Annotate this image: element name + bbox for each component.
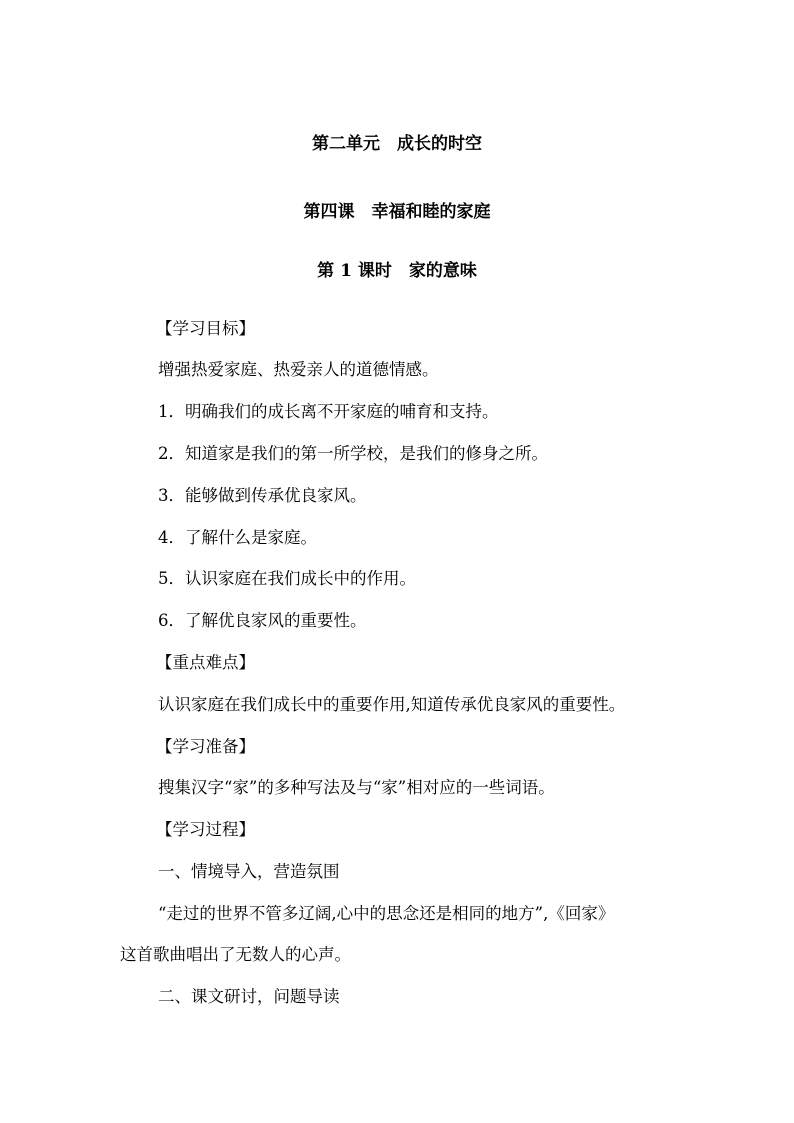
step2-heading: 二、课文研讨，问题导读 — [158, 987, 340, 1006]
objective-item: 5．认识家庭在我们成长中的作用。 — [158, 569, 416, 588]
objective-item: 1．明确我们的成长离不开家庭的哺育和支持。 — [158, 402, 499, 421]
preparation-text: 搜集汉字“家”的多种写法及与“家”相对应的一些词语。 — [158, 778, 555, 797]
step1-paragraph-line1: “走过的世界不管多辽阔,心中的思念还是相同的地方”,《回家》 — [158, 904, 615, 923]
key-points-text: 认识家庭在我们成长中的重要作用,知道传承优良家风的重要性。 — [158, 695, 626, 714]
process-heading: 【学习过程】 — [156, 820, 255, 839]
objectives-heading: 【学习目标】 — [156, 319, 255, 338]
lesson-title: 第四课 幸福和睦的家庭 — [303, 202, 491, 222]
step1-heading: 一、情境导入，营造氛围 — [158, 862, 340, 881]
objective-item: 2．知道家是我们的第一所学校，是我们的修身之所。 — [158, 444, 548, 463]
step1-paragraph-line2: 这首歌曲唱出了无数人的心声。 — [120, 945, 351, 964]
objective-item: 6．了解优良家风的重要性。 — [158, 611, 367, 630]
key-points-heading: 【重点难点】 — [156, 653, 255, 672]
objective-item: 3．能够做到传承优良家风。 — [158, 486, 367, 505]
unit-title: 第二单元 成长的时空 — [312, 134, 482, 154]
objective-item: 4．了解什么是家庭。 — [158, 528, 317, 547]
session-title: 第 1 课时 家的意味 — [317, 261, 477, 281]
objectives-intro: 增强热爱家庭、热爱亲人的道德情感。 — [158, 360, 439, 379]
preparation-heading: 【学习准备】 — [156, 737, 255, 756]
